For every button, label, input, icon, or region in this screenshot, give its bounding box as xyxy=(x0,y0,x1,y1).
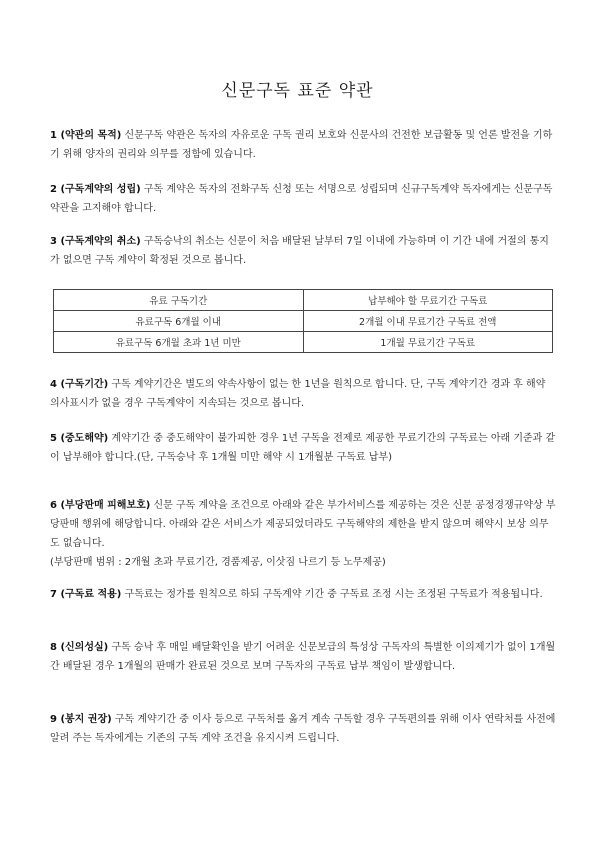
section-text xyxy=(50,496,556,572)
section-heading: 7 (구독료 적용) xyxy=(50,589,122,600)
section-heading: 9 (봉지 권장) xyxy=(50,714,112,725)
section-3 xyxy=(50,232,556,270)
section-7 xyxy=(50,585,556,604)
section-heading: 6 (부당판매 피해보호) xyxy=(50,500,151,511)
table-row xyxy=(54,311,553,332)
section-text xyxy=(50,638,556,676)
section-heading: 5 (중도해약) xyxy=(50,433,109,444)
section-heading: 2 (구독계약의 성립) xyxy=(50,184,141,195)
section-8 xyxy=(50,638,556,676)
table-cell: 1개월 무료기간 구독료 xyxy=(303,332,553,353)
section-body: 구독 승낙 후 매일 배달확인을 받기 어려운 신문보급의 특성상 구독자의 특별한 이의제기가 없이 1개월간 배달된 경우 1개월의 판매가 완료된 것으로 보며 구독자의 구독료 납부 책임이 발생합니다. xyxy=(50,642,556,672)
section-text xyxy=(50,585,556,604)
section-text xyxy=(50,232,556,270)
table-header-row xyxy=(54,290,553,311)
section-text xyxy=(50,126,556,164)
section-text xyxy=(50,710,556,748)
table-row xyxy=(54,332,553,353)
section-9 xyxy=(50,710,556,748)
section-heading: 3 (구독계약의 취소) xyxy=(50,236,141,247)
section-body: 구독승낙의 취소는 신문이 처음 배달된 날부터 7일 이내에 가능하며 이 기간 내에 거절의 통지가 없으면 구독 계약이 확정된 것으로 봅니다. xyxy=(50,236,549,266)
section-heading: 1 (약관의 목적) xyxy=(50,130,122,141)
section-note: (부당판매 범위 : 2개월 초과 무료기간, 경품제공, 이삿짐 나르기 등 노무제공) xyxy=(50,557,386,568)
table-cell: 유료구독 6개월 초과 1년 미만 xyxy=(54,332,304,353)
table-cell: 유료구독 6개월 이내 xyxy=(54,311,304,332)
refund-table xyxy=(53,289,553,353)
section-6 xyxy=(50,496,556,572)
section-body: 계약기간 중 중도해약이 불가피한 경우 1년 구독을 전제로 제공한 무료기간의 구독료는 아래 기준과 같이 납부해야 합니다.(단, 구독승낙 후 1개월 미만 해약 시 1개월분 구독료 납부) xyxy=(50,433,556,463)
section-body: 구독 계약기간 중 이사 등으로 구독처를 옮겨 계속 구독할 경우 구독편의를 위해 이사 연락처를 사전에 알려 주는 독자에게는 기존의 구독 계약 조건을 유지시켜 드립니다. xyxy=(50,714,556,744)
section-text xyxy=(50,429,556,467)
table-header-cell: 납부해야 할 무료기간 구독료 xyxy=(303,290,553,311)
section-1 xyxy=(50,126,556,164)
section-text xyxy=(50,180,556,218)
section-body: 신문구독 약관은 독자의 자유로운 구독 권리 보호와 신문사의 건전한 보급활동 및 언론 발전을 기하기 위해 양자의 권리와 의무를 정함에 있습니다. xyxy=(50,130,553,160)
section-heading: 4 (구독기간) xyxy=(50,379,109,390)
section-body: 신문 구독 계약을 조건으로 아래와 같은 부가서비스를 제공하는 것은 신문 공정경쟁규약상 부당판매 행위에 해당합니다. 아래와 같은 서비스가 제공되었더라도 구독해약의 제한을 받지 않으며 해약시 보상 의무도 없습니다. xyxy=(50,500,556,549)
section-text xyxy=(50,375,556,413)
section-body: 구독료는 정가를 원칙으로 하되 구독계약 기간 중 구독료 조정 시는 조정된 구독료가 적용됩니다. xyxy=(121,589,543,600)
section-body: 구독 계약은 독자의 전화구독 신청 또는 서명으로 성립되며 신규구독계약 독자에게는 신문구독 약관을 고지해야 합니다. xyxy=(50,184,553,214)
section-5 xyxy=(50,429,556,467)
section-2 xyxy=(50,180,556,218)
document-title: 신문구독 표준 약관 xyxy=(221,81,374,101)
table-header-cell: 유료 구독기간 xyxy=(54,290,304,311)
section-body: 구독 계약기간은 별도의 약속사항이 없는 한 1년을 원칙으로 합니다. 단, 구독 계약기간 경과 후 해약 의사표시가 없을 경우 구독계약이 지속되는 것으로 봅니다. xyxy=(50,379,546,409)
table-cell: 2개월 이내 무료기간 구독료 전액 xyxy=(303,311,553,332)
section-4 xyxy=(50,375,556,413)
section-heading: 8 (신의성실) xyxy=(50,642,109,653)
